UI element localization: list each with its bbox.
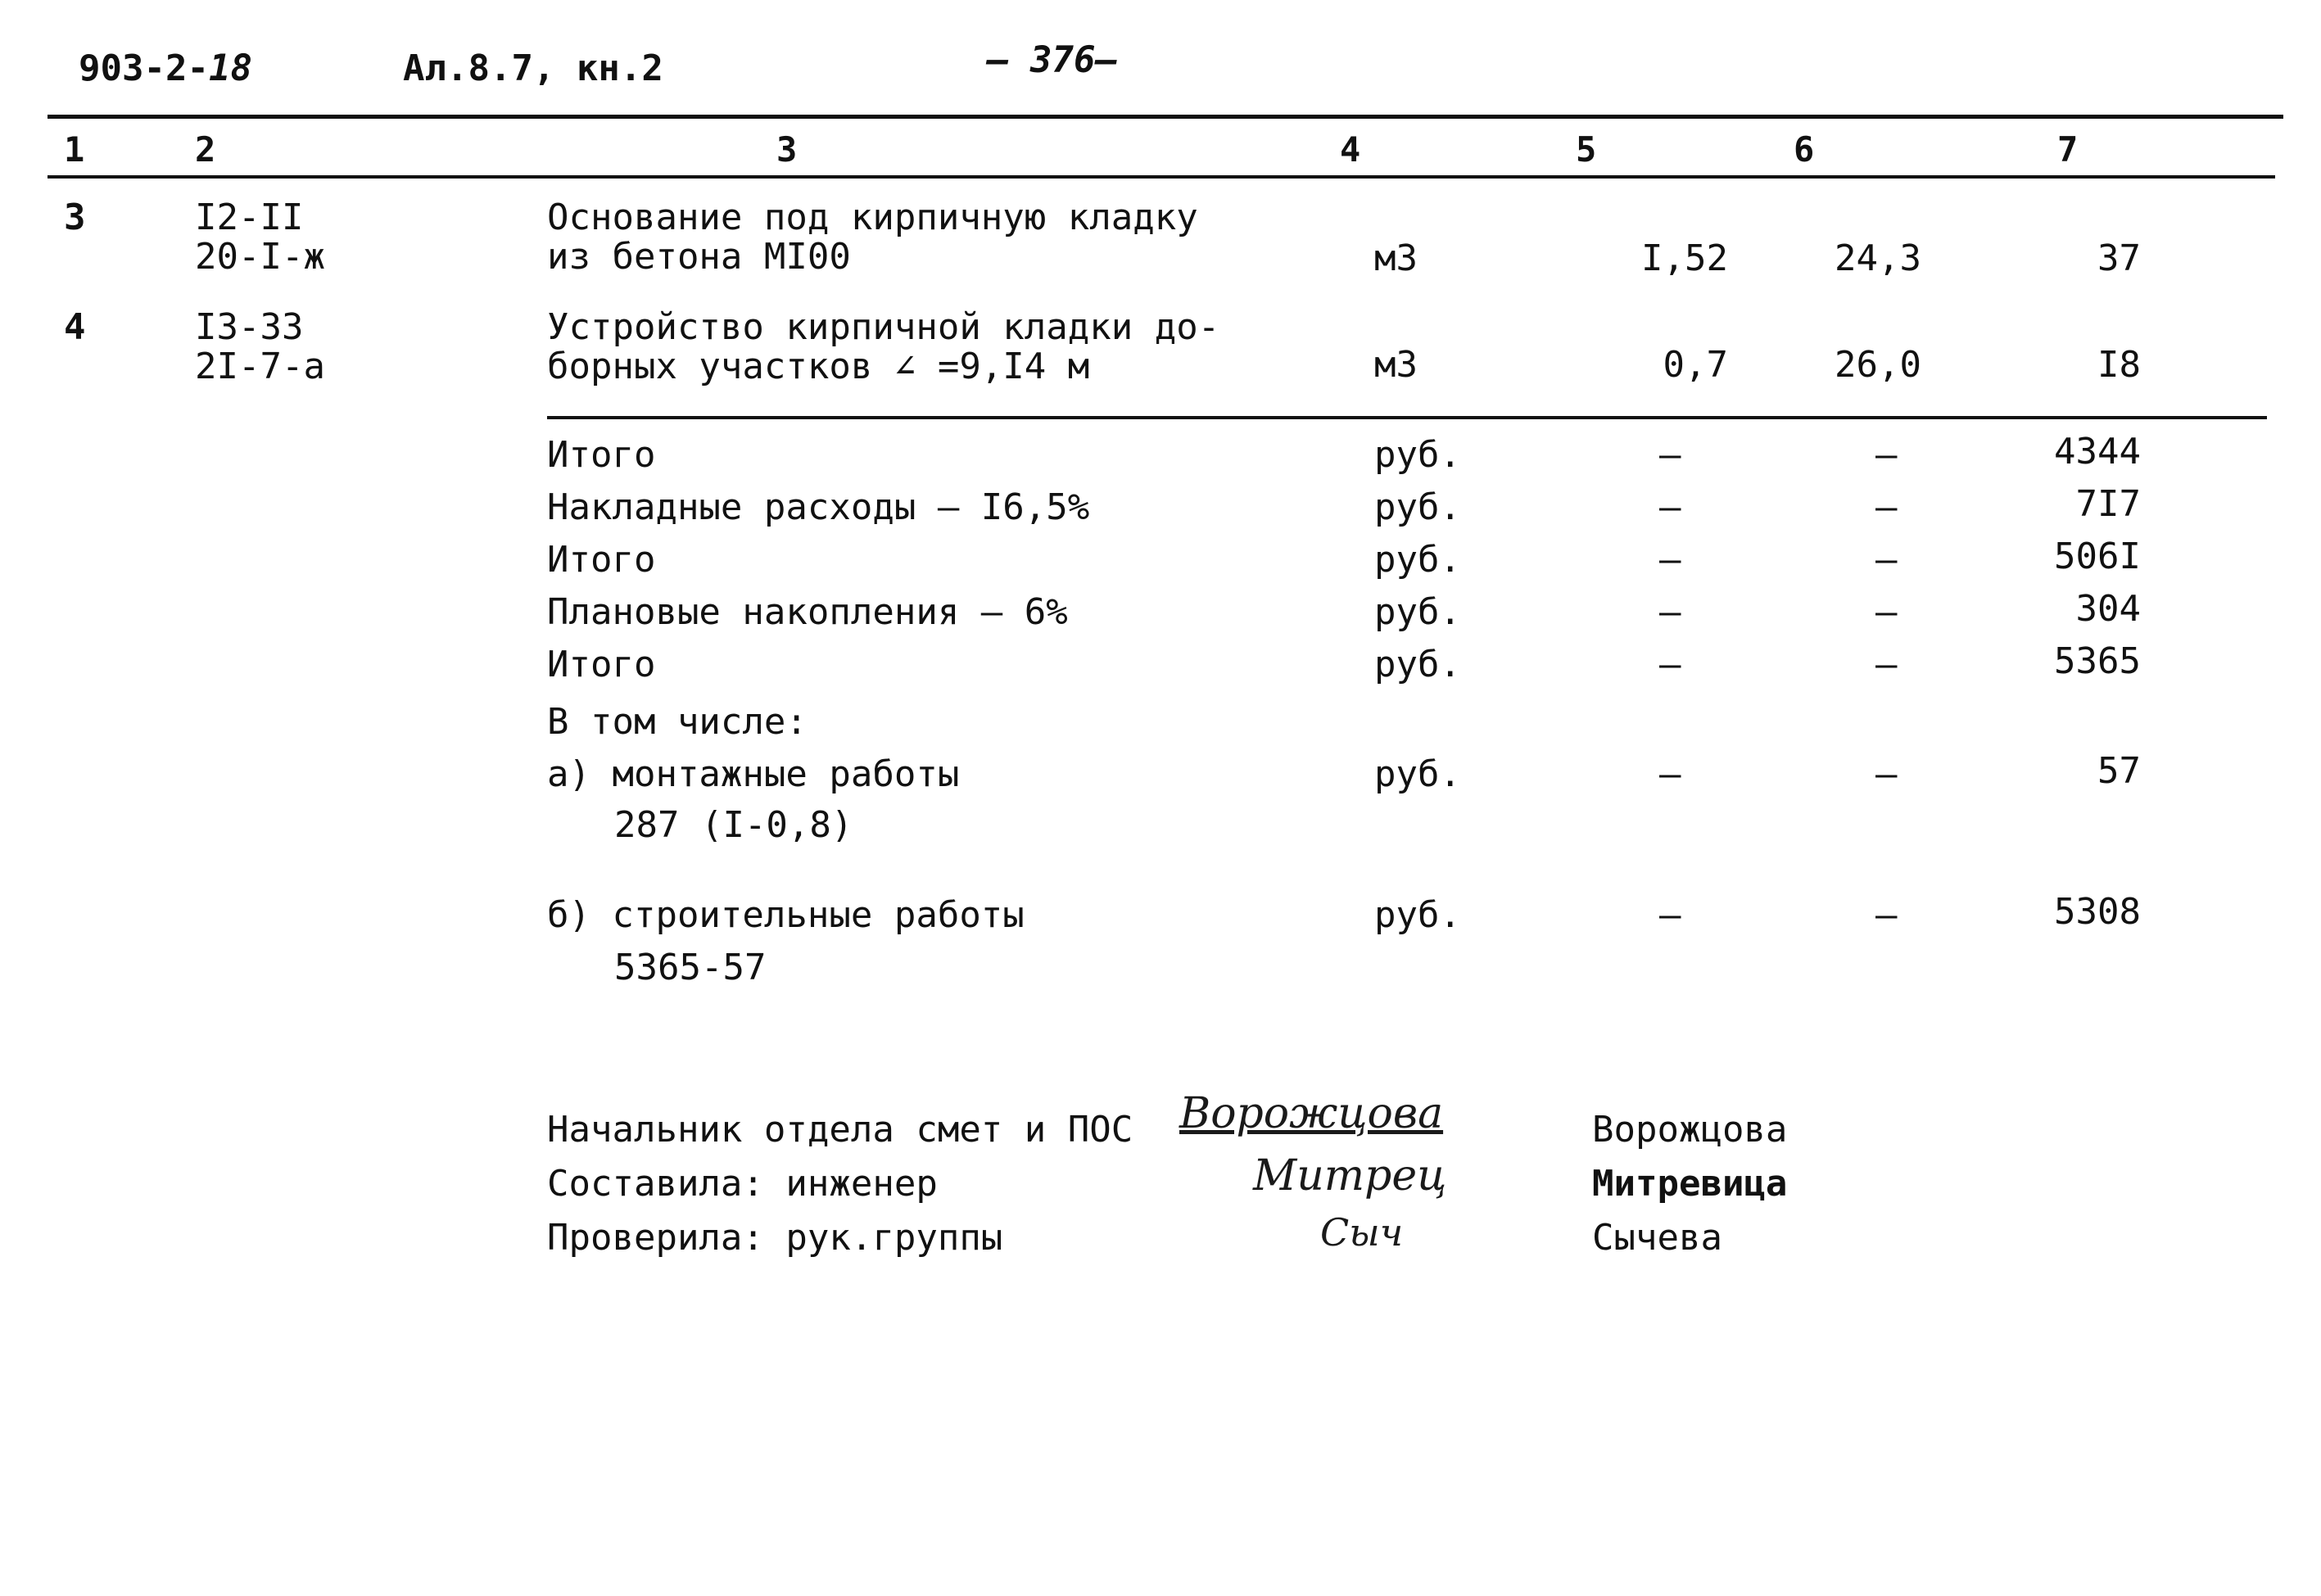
header-bottom-rule bbox=[48, 175, 2275, 179]
summary-unit: руб. bbox=[1374, 539, 1461, 581]
summary-col5: – bbox=[1659, 591, 1681, 633]
including-col5: – bbox=[1659, 753, 1681, 795]
summary-unit: руб. bbox=[1374, 591, 1461, 633]
row-code-line2: 2I-7-а bbox=[195, 346, 325, 387]
column-number-6: 6 bbox=[1794, 129, 1815, 170]
including-col6: – bbox=[1875, 894, 1898, 936]
summary-col6: – bbox=[1875, 434, 1898, 476]
summary-col6: – bbox=[1875, 486, 1898, 528]
summary-label: Итого bbox=[547, 644, 656, 685]
signature-name: Ворожцова bbox=[1592, 1109, 1788, 1151]
signature-role: Составила: инженер bbox=[547, 1163, 938, 1205]
including-col5: – bbox=[1659, 894, 1681, 936]
column-number-1: 1 bbox=[64, 129, 85, 170]
row-unit-price: 24,3 bbox=[1835, 237, 1921, 279]
summary-total: 5365 bbox=[2054, 640, 2141, 682]
summary-col5: – bbox=[1659, 539, 1681, 581]
summary-unit: руб. bbox=[1374, 644, 1461, 685]
summary-col6: – bbox=[1875, 539, 1898, 581]
column-number-3: 3 bbox=[776, 129, 798, 170]
row-unit-price: 26,0 bbox=[1835, 344, 1921, 386]
summary-total: 506I bbox=[2054, 536, 2141, 577]
handwritten-signature: Сыч bbox=[1320, 1210, 1404, 1255]
including-formula: 5365-57 bbox=[614, 947, 767, 988]
summary-col6: – bbox=[1875, 644, 1898, 685]
album-reference: Ал.8.7, кн.2 bbox=[403, 47, 663, 89]
row-quantity: 0,7 bbox=[1663, 344, 1728, 386]
page-number: – 376– bbox=[987, 39, 1117, 81]
summary-col5: – bbox=[1659, 434, 1681, 476]
row-total: 37 bbox=[2097, 237, 2141, 279]
summary-col5: – bbox=[1659, 644, 1681, 685]
summary-col5: – bbox=[1659, 486, 1681, 528]
summary-total: 7I7 bbox=[2075, 483, 2141, 525]
row-quantity: I,52 bbox=[1641, 237, 1728, 279]
doc-code-suffix: 18 bbox=[208, 47, 252, 89]
including-col6: – bbox=[1875, 753, 1898, 795]
including-formula: 287 (I-0,8) bbox=[614, 804, 853, 846]
summary-label: Итого bbox=[547, 539, 656, 581]
including-unit: руб. bbox=[1374, 894, 1461, 936]
summary-unit: руб. bbox=[1374, 434, 1461, 476]
signature-name: Митревица bbox=[1592, 1163, 1788, 1205]
including-total: 57 bbox=[2097, 750, 2141, 792]
summary-unit: руб. bbox=[1374, 486, 1461, 528]
doc-code-prefix: 903-2- bbox=[79, 47, 209, 89]
row-unit: м3 bbox=[1374, 237, 1418, 279]
row-total: I8 bbox=[2097, 344, 2141, 386]
column-number-2: 2 bbox=[195, 129, 216, 170]
handwritten-signature: Ворожцова bbox=[1179, 1089, 1444, 1138]
top-rule bbox=[48, 115, 2283, 119]
row-description-line1: Устройство кирпичной кладки до- bbox=[547, 306, 1220, 348]
including-total: 5308 bbox=[2054, 891, 2141, 933]
including-label: б) строительные работы bbox=[547, 894, 1025, 936]
row-number: 4 bbox=[64, 306, 86, 348]
summary-label: Плановые накопления – 6% bbox=[547, 591, 1068, 633]
signature-role: Начальник отдела смет и ПОС bbox=[547, 1109, 1133, 1151]
including-label: а) монтажные работы bbox=[547, 753, 960, 795]
summary-col6: – bbox=[1875, 591, 1898, 633]
row-description-line2: борных участков ∠ =9,I4 м bbox=[547, 346, 1090, 387]
handwritten-signature: Митрец bbox=[1253, 1151, 1447, 1200]
summary-total: 4344 bbox=[2054, 431, 2141, 472]
summary-label: Итого bbox=[547, 434, 656, 476]
row-description-line1: Основание под кирпичную кладку bbox=[547, 197, 1198, 238]
summary-label: Накладные расходы – I6,5% bbox=[547, 486, 1090, 528]
column-number-7: 7 bbox=[2057, 129, 2079, 170]
including-heading: В том числе: bbox=[547, 701, 808, 743]
doc-code bbox=[79, 47, 252, 89]
summary-total: 304 bbox=[2075, 588, 2141, 630]
row-code-line1: I3-33 bbox=[195, 306, 304, 348]
including-unit: руб. bbox=[1374, 753, 1461, 795]
summary-rule bbox=[547, 416, 2267, 419]
signature-name: Сычева bbox=[1592, 1217, 1722, 1259]
row-code-line1: I2-II bbox=[195, 197, 304, 238]
signature-role: Проверила: рук.группы bbox=[547, 1217, 1003, 1259]
row-number: 3 bbox=[64, 197, 86, 238]
row-unit: м3 bbox=[1374, 344, 1418, 386]
column-number-4: 4 bbox=[1340, 129, 1361, 170]
row-code-line2: 20-I-ж bbox=[195, 236, 325, 278]
column-number-5: 5 bbox=[1576, 129, 1597, 170]
row-description-line2: из бетона МI00 bbox=[547, 236, 851, 278]
